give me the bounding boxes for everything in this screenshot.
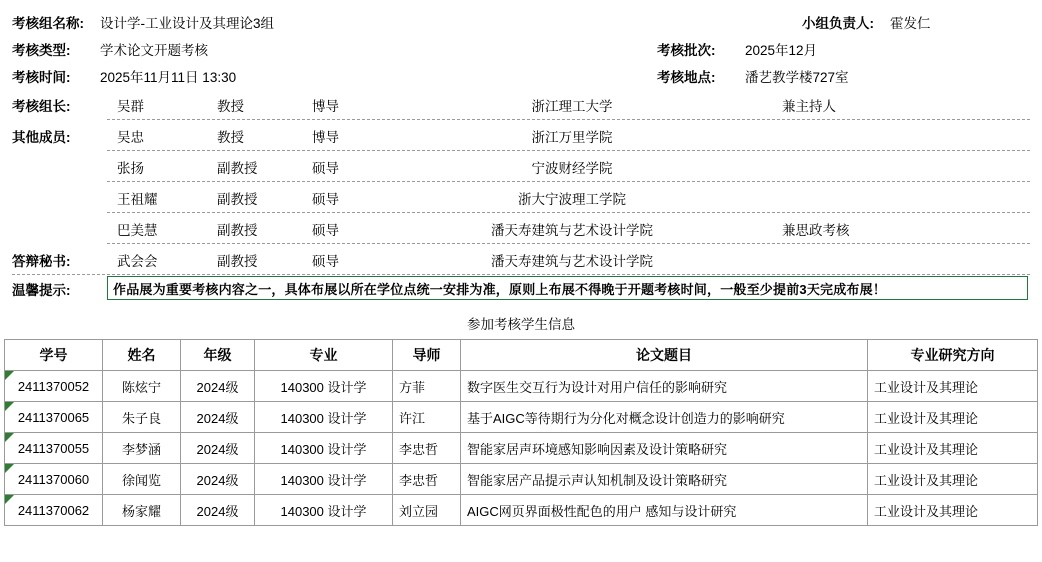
col-header-field: 专业研究方向 xyxy=(868,340,1038,371)
member-degree: 硕导 xyxy=(312,160,339,176)
student-advisor: 李忠哲 xyxy=(393,433,461,464)
student-id xyxy=(5,495,103,526)
student-topic: AIGC网页界面极性配色的用户 感知与设计研究 xyxy=(461,495,868,526)
student-grade: 2024级 xyxy=(181,433,255,464)
tip-text: 作品展为重要考核内容之一，具体布展以所在学位点统一安排为准，原则上布展不得晚于开题考核时间，一般至少提前3天完成布展！ xyxy=(113,281,887,297)
student-major: 140300 设计学 xyxy=(255,495,393,526)
student-name: 李梦涵 xyxy=(103,433,181,464)
secretary-label: 答辩秘书: xyxy=(12,253,71,269)
student-major: 140300 设计学 xyxy=(255,464,393,495)
student-grade: 2024级 xyxy=(181,402,255,433)
chair-name: 吴群 xyxy=(117,98,144,114)
student-advisor: 许江 xyxy=(393,402,461,433)
student-grade: 2024级 xyxy=(181,371,255,402)
student-name: 陈炫宁 xyxy=(103,371,181,402)
assessment-batch xyxy=(657,39,817,59)
member-title: 教授 xyxy=(217,129,244,145)
group-row xyxy=(12,8,1030,35)
time-row xyxy=(12,62,1030,89)
chair-label: 考核组长: xyxy=(12,98,71,114)
assessment-type-value: 学术论文开题考核 xyxy=(100,42,208,58)
col-header-major: 专业 xyxy=(255,340,393,371)
assessment-place xyxy=(657,66,849,86)
student-field: 工业设计及其理论 xyxy=(868,433,1038,464)
committee-row-chair xyxy=(12,89,1030,120)
comment-flag-icon xyxy=(5,433,14,442)
col-header-id: 学号 xyxy=(5,340,103,371)
chair-org: 浙江理工大学 xyxy=(531,98,613,114)
student-name: 朱子良 xyxy=(103,402,181,433)
student-name: 杨家耀 xyxy=(103,495,181,526)
member-degree: 硕导 xyxy=(312,191,339,207)
table-row xyxy=(5,433,1038,464)
student-topic: 基于AIGC等待期行为分化对概念设计创造力的影响研究 xyxy=(461,402,868,433)
student-id-text: 2411370062 xyxy=(17,502,90,518)
chair-title: 教授 xyxy=(217,98,244,114)
student-id-text: 2411370055 xyxy=(17,440,90,456)
assessment-place-value: 潘艺教学楼727室 xyxy=(745,69,849,85)
member-org: 宁波财经学院 xyxy=(531,160,613,176)
student-grade: 2024级 xyxy=(181,495,255,526)
student-id-text: 2411370052 xyxy=(17,378,90,394)
assessment-place-label: 考核地点: xyxy=(657,69,716,85)
member-org: 潘天寿建筑与艺术设计学院 xyxy=(491,222,653,238)
other-members-label: 其他成员: xyxy=(12,129,71,145)
committee-row-secretary xyxy=(12,244,1030,275)
student-topic: 智能家居产品提示声认知机制及设计策略研究 xyxy=(461,464,868,495)
comment-flag-icon xyxy=(5,371,14,380)
assessment-time-label: 考核时间: xyxy=(12,69,71,85)
col-header-grade: 年级 xyxy=(181,340,255,371)
student-advisor: 方菲 xyxy=(393,371,461,402)
member-name: 王祖耀 xyxy=(117,191,158,207)
secretary-name: 武会会 xyxy=(117,253,158,269)
assessment-batch-label: 考核批次: xyxy=(657,42,716,58)
student-field: 工业设计及其理论 xyxy=(868,402,1038,433)
comment-flag-icon xyxy=(5,464,14,473)
student-field: 工业设计及其理论 xyxy=(868,495,1038,526)
member-title: 副教授 xyxy=(217,160,258,176)
table-header-row xyxy=(5,340,1038,371)
tip-label: 温馨提示: xyxy=(12,283,71,298)
committee-row-member-4 xyxy=(12,213,1030,244)
member-degree: 硕导 xyxy=(312,222,339,238)
committee-row-member-2 xyxy=(12,151,1030,182)
member-degree: 博导 xyxy=(312,129,339,145)
student-topic: 智能家居声环境感知影响因素及设计策略研究 xyxy=(461,433,868,464)
group-name-value: 设计学-工业设计及其理论3组 xyxy=(100,15,275,31)
col-header-topic: 论文题目 xyxy=(461,340,868,371)
student-id-text: 2411370065 xyxy=(17,409,90,425)
assessment-type-label: 考核类型: xyxy=(12,42,71,58)
secretary-org: 潘天寿建筑与艺术设计学院 xyxy=(491,253,653,269)
chair-degree: 博导 xyxy=(312,98,339,114)
student-id-text: 2411370060 xyxy=(17,471,90,487)
student-grade: 2024级 xyxy=(181,464,255,495)
table-row xyxy=(5,464,1038,495)
group-leader xyxy=(802,12,931,32)
students-section-title: 参加考核学生信息 xyxy=(467,317,575,332)
chair-note: 兼主持人 xyxy=(782,98,836,114)
student-id xyxy=(5,371,103,402)
col-header-name: 姓名 xyxy=(103,340,181,371)
student-advisor: 刘立园 xyxy=(393,495,461,526)
student-id xyxy=(5,433,103,464)
col-header-advisor: 导师 xyxy=(393,340,461,371)
student-major: 140300 设计学 xyxy=(255,433,393,464)
student-id xyxy=(5,402,103,433)
student-field: 工业设计及其理论 xyxy=(868,464,1038,495)
committee-row-member-3 xyxy=(12,182,1030,213)
assessment-batch-value: 2025年12月 xyxy=(745,42,818,58)
member-org: 浙大宁波理工学院 xyxy=(518,191,626,207)
student-advisor: 李忠哲 xyxy=(393,464,461,495)
type-row xyxy=(12,35,1030,62)
table-row xyxy=(5,402,1038,433)
member-note: 兼思政考核 xyxy=(782,222,850,238)
student-major: 140300 设计学 xyxy=(255,402,393,433)
group-name-label: 考核组名称: xyxy=(12,15,84,31)
comment-flag-icon xyxy=(5,495,14,504)
member-title: 副教授 xyxy=(217,191,258,207)
secretary-title: 副教授 xyxy=(217,253,258,269)
member-title: 副教授 xyxy=(217,222,258,238)
table-row xyxy=(5,371,1038,402)
students-table xyxy=(4,339,1038,526)
secretary-degree: 硕导 xyxy=(312,253,339,269)
group-leader-value: 霍发仁 xyxy=(890,15,931,31)
student-name: 徐闻览 xyxy=(103,464,181,495)
member-org: 浙江万里学院 xyxy=(531,129,613,145)
assessment-time-value: 2025年11月11日 13:30 xyxy=(100,69,237,85)
student-major: 140300 设计学 xyxy=(255,371,393,402)
group-leader-label: 小组负责人: xyxy=(802,15,874,31)
student-id xyxy=(5,464,103,495)
tip-text-box xyxy=(107,276,1028,300)
student-topic: 数字医生交互行为设计对用户信任的影响研究 xyxy=(461,371,868,402)
tip-row xyxy=(12,275,1030,305)
member-name: 张扬 xyxy=(117,160,144,176)
comment-flag-icon xyxy=(5,402,14,411)
member-name: 吴忠 xyxy=(117,129,144,145)
member-name: 巴美慧 xyxy=(117,222,158,238)
committee-row-member-1 xyxy=(12,120,1030,151)
student-field: 工业设计及其理论 xyxy=(868,371,1038,402)
table-row xyxy=(5,495,1038,526)
